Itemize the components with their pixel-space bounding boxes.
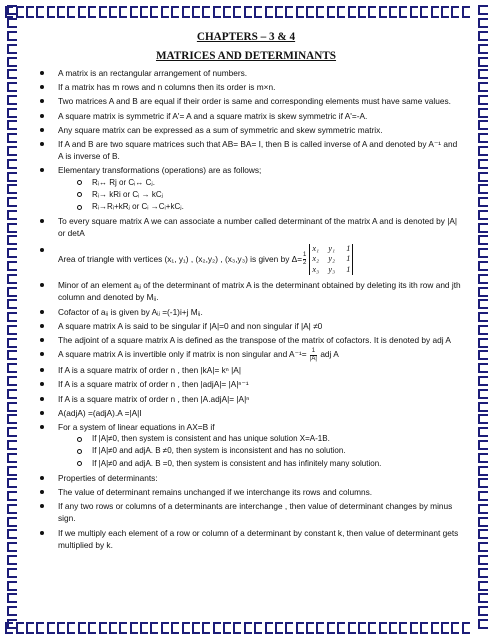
border-bracket <box>478 235 488 245</box>
border-bracket <box>348 622 356 634</box>
determinant-cell: 1 <box>346 264 351 274</box>
determinant-cell: x₁ <box>312 243 319 253</box>
border-bracket <box>192 6 200 18</box>
notes-list <box>30 67 462 551</box>
border-bracket <box>478 389 488 399</box>
border-bracket <box>150 6 158 18</box>
border-bracket <box>7 350 17 360</box>
determinant-cell: 1 <box>346 254 351 264</box>
border-bracket <box>379 622 387 634</box>
border-bracket <box>478 555 488 565</box>
border-bracket <box>478 338 488 348</box>
list-item: If a matrix has m rows and n columns then its order is m×n. <box>30 81 462 93</box>
border-bracket <box>223 622 231 634</box>
border-bracket <box>285 622 293 634</box>
border-bracket <box>7 581 17 591</box>
border-bracket <box>478 529 488 539</box>
border-bracket <box>296 6 304 18</box>
border-bracket <box>478 95 488 105</box>
list-item: The value of determinant remains unchanged if we interchange its rows and columns. <box>30 486 462 498</box>
border-bracket <box>244 622 252 634</box>
border-bracket <box>420 622 428 634</box>
chapter-heading: CHAPTERS – 3 & 4 <box>196 31 296 43</box>
list-item: If A and B are two square matrices such that AB= BA= I, then B is called inverse of A and denoted by A⁻¹ and A is inverse of B. <box>30 138 462 162</box>
border-bracket <box>478 376 488 386</box>
border-bracket <box>233 622 241 634</box>
fraction-denominator: 2 <box>303 259 307 266</box>
border-bracket <box>399 6 407 18</box>
border-bracket <box>265 622 273 634</box>
border-bracket <box>462 622 470 634</box>
border-bracket <box>478 210 488 220</box>
border-bracket <box>478 491 488 501</box>
subject-heading: MATRICES AND DETERMINANTS <box>155 50 337 62</box>
border-bracket <box>478 261 488 271</box>
border-bracket <box>7 287 17 297</box>
list-item: Two matrices A and B are equal if their order is same and corresponding elements must have same values. <box>30 95 462 107</box>
inverse-fraction <box>310 348 317 362</box>
border-bracket <box>389 6 397 18</box>
border-bracket <box>244 6 252 18</box>
border-bracket <box>171 6 179 18</box>
border-bracket <box>202 622 210 634</box>
list-item: Cofactor of aᵢⱼ is given by Aᵢⱼ =(-1)i+j Mᵢⱼ. <box>30 306 462 318</box>
border-bracket <box>478 517 488 527</box>
linear-case-item: If |A|≠0 and adjA. B =0, then system is consistent and has infinitely many solution. <box>30 458 462 470</box>
border-bracket <box>7 312 17 322</box>
border-bracket <box>26 6 34 18</box>
border-bracket <box>7 491 17 501</box>
border-bracket <box>7 389 17 399</box>
border-bracket <box>7 223 17 233</box>
border-bracket <box>306 622 314 634</box>
list-item: A square matrix is symmetric if A'= A and a square matrix is skew symmetric if A'=-A. <box>30 110 462 122</box>
border-bracket <box>7 453 17 463</box>
border-bracket <box>478 18 488 28</box>
border-bracket <box>478 427 488 437</box>
border-bracket <box>478 504 488 514</box>
decorative-border-left <box>4 4 20 636</box>
border-bracket <box>7 133 17 143</box>
border-bracket <box>478 120 488 130</box>
border-bracket <box>389 622 397 634</box>
area-determinant <box>309 244 353 276</box>
border-bracket <box>358 6 366 18</box>
border-bracket <box>410 6 418 18</box>
border-bracket <box>478 478 488 488</box>
border-bracket <box>88 6 96 18</box>
list-item: If any two rows or columns of a determinants are interchange , then value of determinant changes by minus sign. <box>30 500 462 524</box>
border-bracket <box>478 287 488 297</box>
list-item: Properties of determinants: <box>30 472 462 484</box>
border-bracket <box>441 622 449 634</box>
border-bracket <box>410 622 418 634</box>
linear-case-item: If |A|≠0 and adjA. B ≠0, then system is inconsistent and has no solution. <box>30 445 462 457</box>
border-bracket <box>7 325 17 335</box>
border-bracket <box>7 82 17 92</box>
inverse-suffix: adj A <box>320 349 339 360</box>
border-bracket <box>348 6 356 18</box>
fraction-numerator: 1 <box>303 252 307 259</box>
list-item: If we multiply each element of a row or column of a determinant by constant k, then value of determinant gets multiplied by k. <box>30 527 462 551</box>
elementary-op-item: Rᵢ↔ Rj or Cᵢ↔ Cⱼ. <box>30 177 462 189</box>
border-bracket <box>7 504 17 514</box>
border-bracket <box>478 5 488 15</box>
determinant-cell: y₂ <box>328 254 335 264</box>
border-bracket <box>358 622 366 634</box>
border-bracket <box>47 6 55 18</box>
border-bracket <box>478 606 488 616</box>
determinant-row <box>312 254 350 265</box>
border-bracket <box>36 622 44 634</box>
border-bracket <box>399 622 407 634</box>
border-bracket <box>462 6 470 18</box>
border-bracket <box>478 325 488 335</box>
border-bracket <box>140 6 148 18</box>
list-item: For a system of linear equations in AX=B if <box>30 421 462 433</box>
page-content <box>30 26 462 551</box>
border-bracket <box>431 6 439 18</box>
border-bracket <box>7 235 17 245</box>
border-bracket <box>478 402 488 412</box>
border-bracket <box>7 338 17 348</box>
border-bracket <box>478 57 488 67</box>
border-bracket <box>7 466 17 476</box>
border-bracket <box>451 6 459 18</box>
border-bracket <box>368 622 376 634</box>
border-bracket <box>478 619 488 629</box>
list-item: A matrix is an rectangular arrangement of numbers. <box>30 67 462 79</box>
border-bracket <box>7 210 17 220</box>
border-bracket <box>275 6 283 18</box>
border-bracket <box>285 6 293 18</box>
border-bracket <box>7 568 17 578</box>
list-item: A square matrix A is said to be singular if |A|=0 and non singular if |A| ≠0 <box>30 320 462 332</box>
list-item: A(adjA) =(adjA).A =|A|I <box>30 407 462 419</box>
border-bracket <box>420 6 428 18</box>
border-bracket <box>478 363 488 373</box>
list-item: Any square matrix can be expressed as a sum of symmetric and skew symmetric matrix. <box>30 124 462 136</box>
border-bracket <box>7 555 17 565</box>
border-bracket <box>7 376 17 386</box>
border-bracket <box>254 6 262 18</box>
border-bracket <box>99 6 107 18</box>
border-bracket <box>478 581 488 591</box>
list-item: If A is a square matrix of order n , then |A.adjA|= |A|ⁿ <box>30 393 462 405</box>
border-bracket <box>130 622 138 634</box>
border-bracket <box>7 120 17 130</box>
border-bracket <box>441 6 449 18</box>
list-item: To every square matrix A we can associate a number called determinant of the matrix A and is denoted by |A| or detA <box>30 215 462 239</box>
inverse-text: A square matrix A is invertible only if matrix is non singular and A⁻¹= <box>58 349 307 360</box>
border-bracket <box>7 108 17 118</box>
fraction-numerator: 1 <box>311 348 316 355</box>
triangle-area-text: Area of triangle with vertices (x₁, y₁) , (x₂,y₂) , (x₃,y₃) is given by Δ= <box>58 254 303 265</box>
border-bracket <box>478 440 488 450</box>
border-bracket <box>47 622 55 634</box>
inverse-formula-item <box>30 348 462 362</box>
border-bracket <box>7 172 17 182</box>
border-bracket <box>7 517 17 527</box>
determinant-cell: y₁ <box>328 243 335 253</box>
border-bracket <box>182 622 190 634</box>
border-bracket <box>7 274 17 284</box>
list-item: If A is a square matrix of order n , then |adjA|= |A|ⁿ⁻¹ <box>30 378 462 390</box>
border-bracket <box>7 606 17 616</box>
list-item: Elementary transformations (operations) are as follows; <box>30 164 462 176</box>
border-bracket <box>57 622 65 634</box>
border-bracket <box>7 363 17 373</box>
border-bracket <box>7 197 17 207</box>
half-fraction <box>303 252 306 266</box>
border-bracket <box>478 414 488 424</box>
border-bracket <box>67 622 75 634</box>
border-bracket <box>327 6 335 18</box>
triangle-area-formula <box>58 244 462 276</box>
border-bracket <box>119 622 127 634</box>
border-bracket <box>140 622 148 634</box>
border-bracket <box>316 6 324 18</box>
border-bracket <box>7 18 17 28</box>
elementary-op-item: Rᵢ→ kRi or Cᵢ → kCⱼ <box>30 189 462 201</box>
border-bracket <box>337 6 345 18</box>
border-bracket <box>7 146 17 156</box>
border-bracket <box>478 44 488 54</box>
border-bracket <box>478 82 488 92</box>
border-bracket <box>7 69 17 79</box>
border-bracket <box>88 622 96 634</box>
border-bracket <box>7 184 17 194</box>
border-bracket <box>182 6 190 18</box>
border-bracket <box>478 197 488 207</box>
border-bracket <box>26 622 34 634</box>
linear-case-item: If |A|≠0, then system is consistent and has unique solution X=A-1B. <box>30 433 462 445</box>
border-bracket <box>213 622 221 634</box>
border-bracket <box>306 6 314 18</box>
border-bracket <box>7 299 17 309</box>
border-bracket <box>478 350 488 360</box>
border-bracket <box>296 622 304 634</box>
border-bracket <box>7 31 17 41</box>
border-bracket <box>7 478 17 488</box>
determinant-cell: x₂ <box>312 254 319 264</box>
elementary-op-item: Rᵢ→Rᵢ+kRⱼ or Cᵢ →Cᵢ+kCⱼ. <box>30 201 462 213</box>
border-bracket <box>7 5 17 15</box>
border-bracket <box>192 622 200 634</box>
fraction-denominator: |A| <box>309 355 317 362</box>
border-bracket <box>7 44 17 54</box>
border-bracket <box>67 6 75 18</box>
border-bracket <box>161 622 169 634</box>
list-item: The adjoint of a square matrix A is defined as the transpose of the matrix of cofactors. It is denoted by adj A <box>30 334 462 346</box>
list-item: If A is a square matrix of order n , then |kA|= kⁿ |A| <box>30 364 462 376</box>
decorative-border-top <box>4 4 491 20</box>
border-bracket <box>233 6 241 18</box>
border-bracket <box>7 402 17 412</box>
border-bracket <box>478 108 488 118</box>
border-bracket <box>254 622 262 634</box>
border-bracket <box>379 6 387 18</box>
border-bracket <box>7 427 17 437</box>
border-bracket <box>7 529 17 539</box>
border-bracket <box>478 159 488 169</box>
triangle-area-item <box>30 244 462 276</box>
border-bracket <box>130 6 138 18</box>
border-bracket <box>478 274 488 284</box>
border-bracket <box>478 172 488 182</box>
border-bracket <box>99 622 107 634</box>
border-bracket <box>478 146 488 156</box>
border-bracket <box>150 622 158 634</box>
border-bracket <box>327 622 335 634</box>
border-bracket <box>7 261 17 271</box>
border-bracket <box>451 622 459 634</box>
border-bracket <box>337 622 345 634</box>
border-bracket <box>119 6 127 18</box>
border-bracket <box>78 622 86 634</box>
border-bracket <box>368 6 376 18</box>
determinant-row <box>312 244 350 255</box>
border-bracket <box>478 223 488 233</box>
border-bracket <box>36 6 44 18</box>
border-bracket <box>478 31 488 41</box>
border-bracket <box>7 57 17 67</box>
border-bracket <box>265 6 273 18</box>
decorative-border-right <box>475 4 491 636</box>
border-bracket <box>7 542 17 552</box>
list-item: Minor of an element aᵢⱼ of the determinant of matrix A is the determinant obtained by deleting its ith row and jth column and denoted by Mᵢⱼ. <box>30 279 462 303</box>
border-bracket <box>478 593 488 603</box>
border-bracket <box>109 622 117 634</box>
border-bracket <box>7 248 17 258</box>
border-bracket <box>7 619 17 629</box>
border-bracket <box>478 466 488 476</box>
border-bracket <box>213 6 221 18</box>
determinant-row <box>312 265 350 276</box>
border-bracket <box>7 95 17 105</box>
border-bracket <box>478 453 488 463</box>
border-bracket <box>109 6 117 18</box>
border-bracket <box>478 299 488 309</box>
border-bracket <box>223 6 231 18</box>
border-bracket <box>57 6 65 18</box>
border-bracket <box>478 312 488 322</box>
determinant-cell: y₃ <box>328 264 335 274</box>
border-bracket <box>275 622 283 634</box>
border-bracket <box>78 6 86 18</box>
decorative-border-bottom <box>4 620 491 636</box>
border-bracket <box>478 184 488 194</box>
border-bracket <box>7 593 17 603</box>
border-bracket <box>478 248 488 258</box>
border-bracket <box>7 440 17 450</box>
border-bracket <box>7 159 17 169</box>
border-bracket <box>431 622 439 634</box>
border-bracket <box>7 414 17 424</box>
border-bracket <box>478 69 488 79</box>
border-bracket <box>316 622 324 634</box>
border-bracket <box>478 542 488 552</box>
border-bracket <box>478 568 488 578</box>
border-bracket <box>171 622 179 634</box>
border-bracket <box>202 6 210 18</box>
border-bracket <box>161 6 169 18</box>
border-bracket <box>478 133 488 143</box>
determinant-cell: 1 <box>346 243 351 253</box>
determinant-cell: x₃ <box>312 264 319 274</box>
